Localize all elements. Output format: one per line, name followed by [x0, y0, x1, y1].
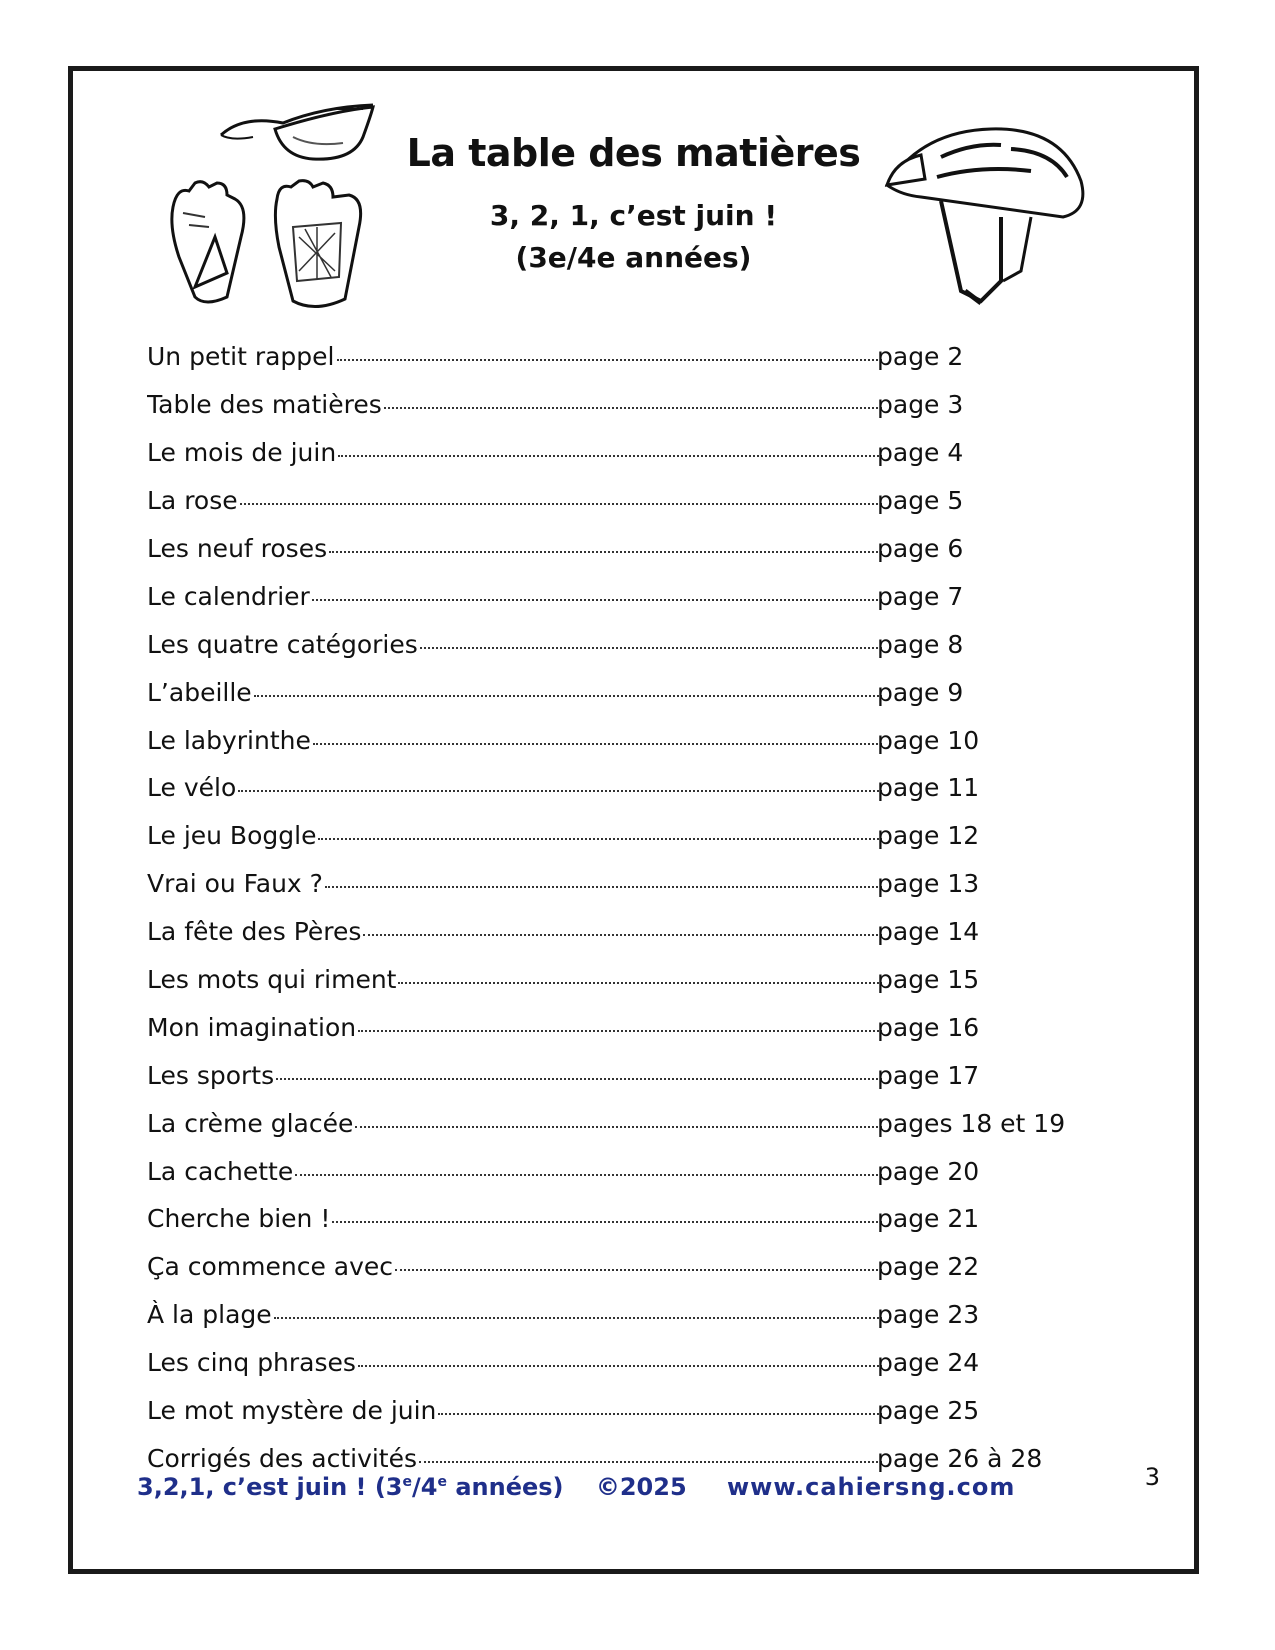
toc-entry-page: page 8	[877, 629, 964, 659]
toc-entry-title	[147, 1252, 882, 1281]
toc-entry-label: Les sports	[147, 1060, 275, 1090]
dot-leader	[419, 1460, 882, 1463]
dot-leader	[358, 1029, 882, 1032]
dot-leader	[274, 1316, 882, 1319]
toc-row	[147, 1147, 1147, 1195]
dot-leader	[276, 1077, 882, 1080]
toc-entry-title	[147, 390, 882, 419]
toc-entry-title	[147, 821, 882, 850]
toc-row	[147, 812, 1147, 860]
toc-entry-title	[147, 773, 882, 802]
toc-entry-title	[147, 1348, 882, 1377]
toc-entry-page: page 11	[877, 773, 980, 803]
toc-row	[147, 620, 1147, 668]
dot-leader	[384, 406, 882, 409]
toc-entry-page: page 4	[877, 438, 964, 468]
toc-entry-label: À la plage	[147, 1300, 272, 1330]
toc-entry-page: page 10	[877, 725, 980, 755]
table-of-contents	[147, 333, 1147, 1482]
page-title: La table des matières	[406, 131, 861, 175]
toc-entry-page: page 14	[877, 917, 980, 947]
toc-entry-title	[147, 1157, 882, 1186]
toc-entry-label: Le labyrinthe	[147, 725, 311, 755]
toc-row	[147, 1051, 1147, 1099]
dot-leader	[254, 694, 882, 697]
toc-entry-page: page 21	[877, 1204, 980, 1234]
toc-entry-page: page 7	[877, 581, 964, 611]
toc-row	[147, 1291, 1147, 1339]
toc-entry-page: page 17	[877, 1060, 980, 1090]
footer-book-title: 3,2,1, c’est juin ! (3e/4e années)	[137, 1473, 564, 1501]
toc-entry-title	[147, 1013, 882, 1042]
dot-leader	[312, 598, 882, 601]
toc-row	[147, 956, 1147, 1004]
dot-leader	[240, 502, 882, 505]
toc-entry-page: page 25	[877, 1396, 980, 1426]
toc-entry-label: Le mois de juin	[147, 438, 337, 468]
dot-leader	[398, 981, 882, 984]
footer	[137, 1473, 1016, 1501]
toc-entry-page: page 16	[877, 1012, 980, 1042]
toc-entry-label: La rose	[147, 486, 238, 516]
toc-entry-label: Le mot mystère de juin	[147, 1396, 437, 1426]
toc-entry-title	[147, 582, 882, 611]
toc-entry-page: page 9	[877, 677, 964, 707]
toc-entry-label: Le vélo	[147, 773, 237, 803]
toc-entry-title	[147, 438, 882, 467]
dot-leader	[338, 454, 882, 457]
dot-leader	[329, 550, 882, 553]
footer-url[interactable]: www.cahiersng.com	[727, 1473, 1016, 1501]
toc-entry-title	[147, 917, 882, 946]
toc-entry-title	[147, 1109, 882, 1138]
toc-row	[147, 860, 1147, 908]
page-subtitle: 3, 2, 1, c’est juin !	[489, 199, 778, 232]
toc-row	[147, 908, 1147, 956]
toc-row	[147, 1099, 1147, 1147]
toc-entry-label: Le jeu Boggle	[147, 821, 317, 851]
toc-entry-page: pages 18 et 19	[877, 1108, 1066, 1138]
page-frame	[68, 66, 1199, 1574]
toc-entry-label: La crème glacée	[147, 1108, 354, 1138]
toc-row	[147, 333, 1147, 381]
toc-entry-page: page 15	[877, 965, 980, 995]
toc-entry-page: page 20	[877, 1156, 980, 1186]
toc-entry-label: Ça commence avec	[147, 1252, 394, 1282]
toc-row	[147, 1003, 1147, 1051]
toc-row	[147, 1195, 1147, 1243]
toc-entry-page: page 12	[877, 821, 980, 851]
toc-entry-label: Les mots qui riment	[147, 965, 397, 995]
dot-leader	[337, 358, 883, 361]
toc-entry-title	[147, 869, 882, 898]
footer-copyright: ©2025	[595, 1473, 687, 1501]
toc-row	[147, 572, 1147, 620]
toc-row	[147, 716, 1147, 764]
toc-entry-title	[147, 1300, 882, 1329]
dot-leader	[318, 837, 882, 840]
toc-entry-title	[147, 1204, 882, 1233]
toc-entry-label: Mon imagination	[147, 1012, 357, 1042]
dot-leader	[358, 1364, 882, 1367]
toc-entry-page: page 24	[877, 1348, 980, 1378]
toc-entry-page: page 23	[877, 1300, 980, 1330]
toc-row	[147, 381, 1147, 429]
toc-entry-title	[147, 486, 882, 515]
toc-entry-label: L’abeille	[147, 677, 252, 707]
toc-entry-page: page 3	[877, 390, 964, 420]
dot-leader	[313, 742, 882, 745]
toc-row	[147, 668, 1147, 716]
toc-entry-title	[147, 965, 882, 994]
toc-entry-title	[147, 1061, 882, 1090]
dot-leader	[420, 646, 882, 649]
toc-entry-page: page 13	[877, 869, 980, 899]
toc-row	[147, 1387, 1147, 1435]
dot-leader	[355, 1125, 882, 1128]
toc-entry-page: page 6	[877, 534, 964, 563]
toc-entry-title	[147, 1444, 882, 1473]
toc-row	[147, 1243, 1147, 1291]
toc-entry-page: page 2	[877, 342, 964, 372]
toc-entry-title	[147, 726, 882, 755]
toc-row	[147, 525, 1147, 573]
toc-entry-page: page 26 à 28	[877, 1443, 1043, 1473]
page-number: 3	[1144, 1463, 1160, 1491]
toc-entry-page: page 5	[877, 486, 964, 516]
header	[73, 71, 1194, 351]
toc-entry-label: La cachette	[147, 1156, 294, 1186]
grade-label: (3e/4e années)	[515, 241, 752, 274]
toc-entry-title	[147, 534, 882, 563]
dot-leader	[363, 933, 882, 936]
toc-entry-label: Les cinq phrases	[147, 1348, 356, 1378]
toc-row	[147, 1339, 1147, 1387]
toc-row	[147, 477, 1147, 525]
bike-helmet-icon	[881, 121, 1091, 321]
toc-entry-label: La fête des Pères	[147, 917, 362, 947]
toc-entry-title	[147, 1396, 882, 1425]
toc-entry-label: Table des matières	[147, 390, 382, 420]
toc-entry-page: page 22	[877, 1252, 980, 1282]
toc-entry-label: Cherche bien !	[147, 1204, 331, 1234]
toc-entry-label: Vrai ou Faux ?	[147, 869, 323, 899]
toc-entry-label: Corrigés des activités	[147, 1443, 418, 1473]
dot-leader	[395, 1268, 882, 1271]
toc-row	[147, 429, 1147, 477]
toc-entry-label: Les neuf roses	[147, 534, 328, 563]
toc-entry-title	[147, 678, 882, 707]
toc-entry-title	[147, 630, 882, 659]
dot-leader	[438, 1412, 882, 1415]
dot-leader	[332, 1220, 882, 1223]
dot-leader	[295, 1173, 882, 1176]
toc-entry-label: Les quatre catégories	[147, 629, 418, 659]
dot-leader	[325, 885, 882, 888]
toc-entry-label: Un petit rappel	[147, 342, 335, 372]
toc-entry-label: Le calendrier	[147, 581, 310, 611]
toc-entry-title	[147, 342, 882, 371]
dot-leader	[238, 789, 882, 792]
toc-row	[147, 764, 1147, 812]
